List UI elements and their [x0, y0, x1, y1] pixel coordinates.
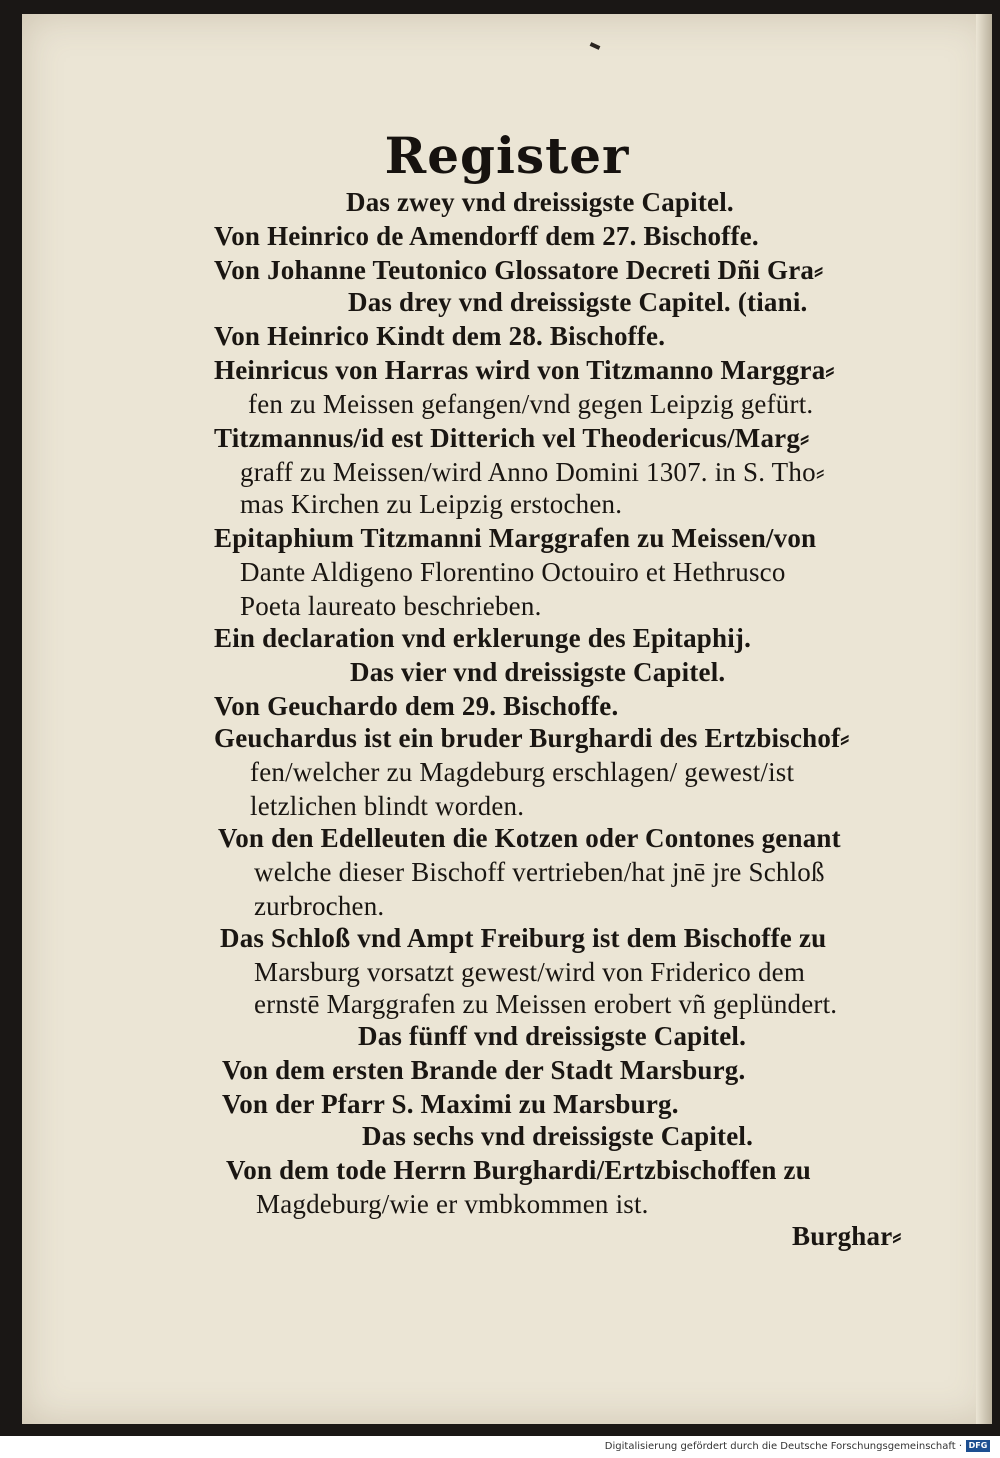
register-entry: Geuchardus ist ein bruder Burghardi des Ertzbischof⸗ — [214, 723, 850, 753]
register-entry: Von dem ersten Brande der Stadt Marsburg. — [222, 1055, 746, 1085]
chapter-heading: Das zwey vnd dreissigste Capitel. — [346, 187, 734, 217]
register-entry: Von dem tode Herrn Burghardi/Ertzbischoffen zu — [226, 1155, 811, 1185]
register-entry: Von Geuchardo dem 29. Bischoffe. — [214, 691, 619, 721]
register-entry-continued: zurbrochen. — [254, 891, 385, 921]
register-entry: Von den Edelleuten die Kotzen oder Contones genant — [218, 823, 841, 853]
digitization-footer — [605, 1440, 990, 1452]
register-entry-continued: Dante Aldigeno Florentino Octouiro et Hethrusco — [240, 557, 786, 587]
dfg-logo-icon: DFG — [966, 1440, 990, 1452]
book-page — [22, 14, 992, 1424]
page-heading: Register — [384, 126, 630, 185]
register-entry-continued: Marsburg vorsatzt gewest/wird von Friderico dem — [254, 957, 806, 987]
register-entry-continued: fen/welcher zu Magdeburg erschlagen/ gewest/ist — [250, 757, 795, 787]
register-entry: Von Johanne Teutonico Glossatore Decreti Dñi Gra⸗ — [214, 255, 824, 285]
register-entry-continued: Poeta laureato beschrieben. — [240, 591, 542, 621]
ink-mark — [590, 42, 601, 50]
chapter-heading: Das vier vnd dreissigste Capitel. — [350, 657, 726, 687]
register-entry: Von Heinrico Kindt dem 28. Bischoffe. — [214, 321, 666, 351]
chapter-heading: Das drey vnd dreissigste Capitel. (tiani. — [348, 287, 808, 317]
register-entry-continued: mas Kirchen zu Leipzig erstochen. — [240, 489, 623, 519]
register-entry-continued: fen zu Meissen gefangen/vnd gegen Leipzig gefürt. — [248, 389, 814, 419]
register-entry-continued: ernstē Marggrafen zu Meissen erobert vñ geplündert. — [254, 989, 838, 1019]
register-entry: Heinricus von Harras wird von Titzmanno Marggra⸗ — [214, 355, 835, 385]
register-entry: Ein declaration vnd erklerunge des Epitaphij. — [214, 623, 752, 653]
register-entry-continued: letzlichen blindt worden. — [250, 791, 525, 821]
footer-text: Digitalisierung gefördert durch die Deutsche Forschungsgemeinschaft · — [604, 1440, 962, 1452]
register-entry-continued: Magdeburg/wie er vmbkommen ist. — [256, 1189, 649, 1219]
chapter-heading: Das sechs vnd dreissigste Capitel. — [362, 1121, 754, 1151]
register-entry: Von Heinrico de Amendorff dem 27. Bischoffe. — [214, 221, 759, 251]
chapter-heading: Das fünff vnd dreissigste Capitel. — [358, 1021, 747, 1051]
page-edge — [976, 14, 992, 1424]
register-entry-continued: welche dieser Bischoff vertrieben/hat jnē jre Schloß — [254, 857, 825, 887]
register-entry: Epitaphium Titzmanni Marggrafen zu Meissen/von — [214, 523, 817, 553]
register-entry: Von der Pfarr S. Maximi zu Marsburg. — [222, 1089, 679, 1119]
catchword: Burghar⸗ — [792, 1221, 902, 1251]
register-entry: Titzmannus/id est Ditterich vel Theodericus/Marg⸗ — [214, 423, 810, 453]
register-entry-continued: graff zu Meissen/wird Anno Domini 1307. in S. Tho⸗ — [240, 457, 825, 487]
register-entry: Das Schloß vnd Ampt Freiburg ist dem Bischoffe zu — [220, 923, 827, 953]
